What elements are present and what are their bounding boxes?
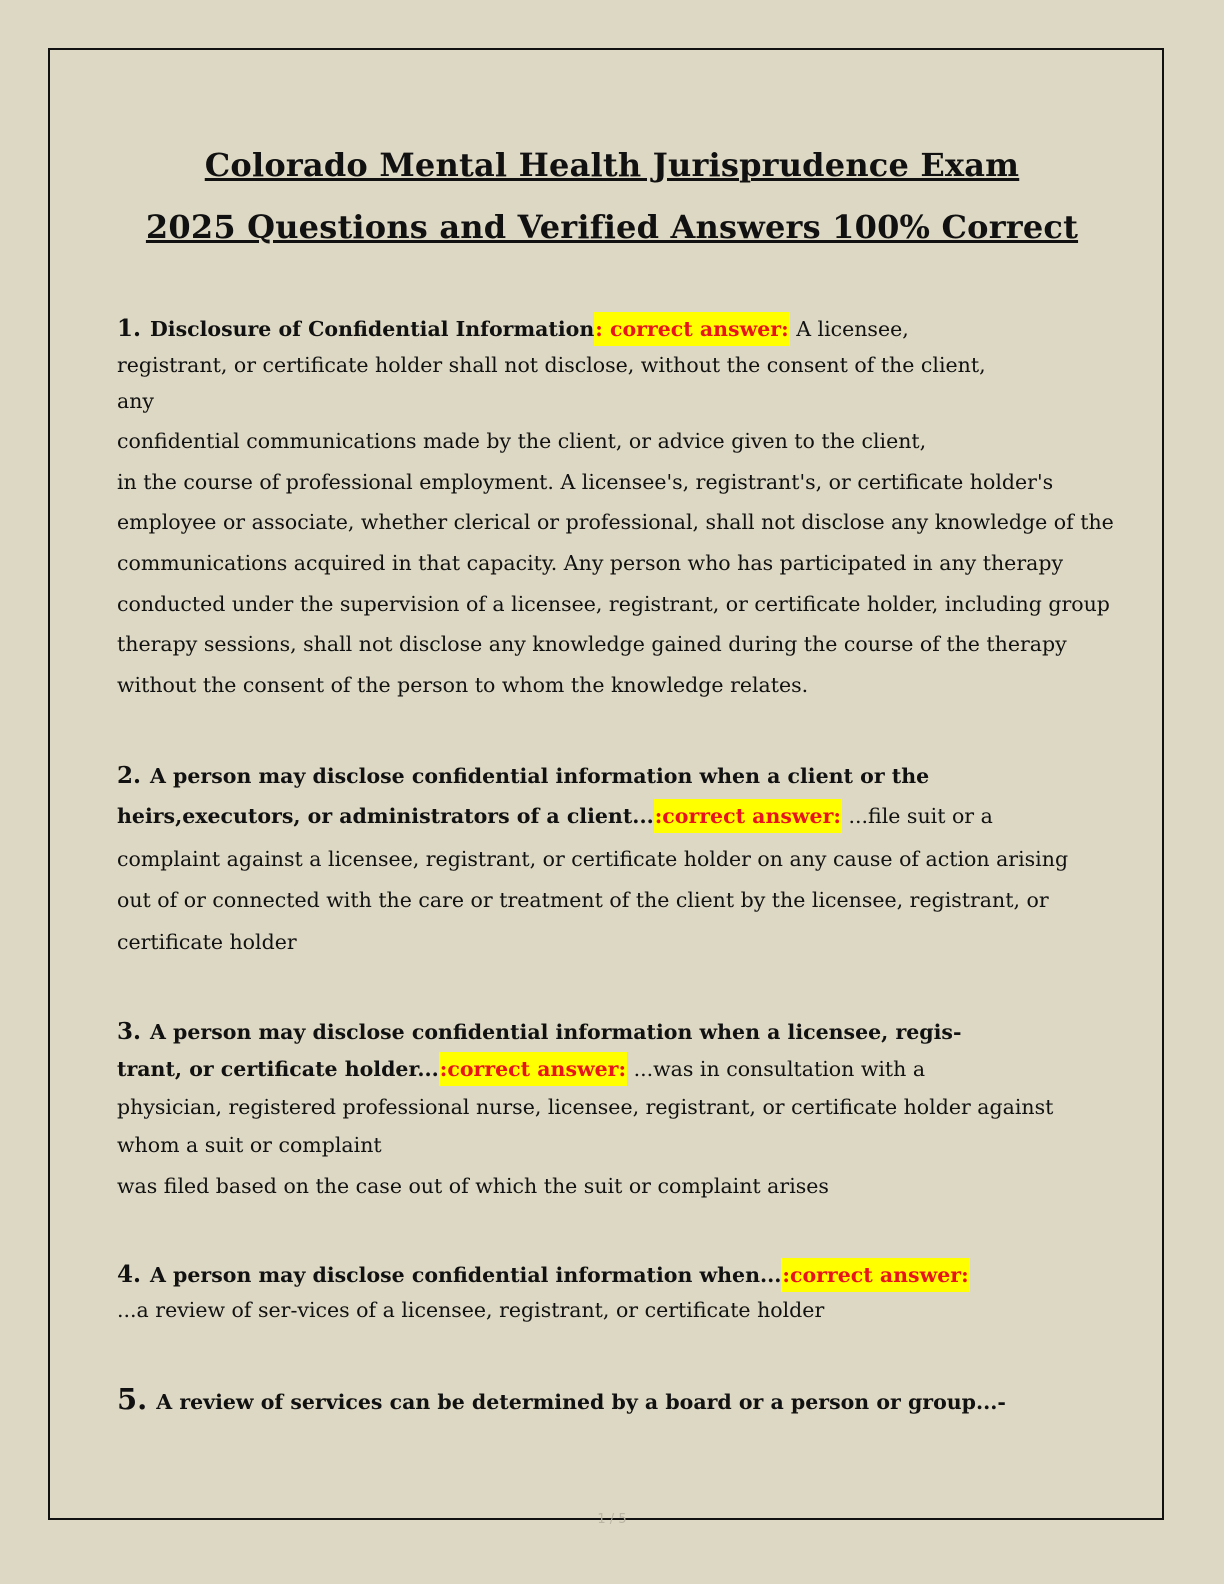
question-text: trant, or certificate holder... [117, 1057, 439, 1081]
answer-text: physician, registered professional nurse, licensee, registrant, or certificate holder against [117, 1095, 1054, 1119]
answer-text: registrant, or certificate holder shall not disclose, without the consent of the client, [117, 353, 986, 377]
answer-text: in the course of professional employment. A licensee's, registrant's, or certificate holder's [117, 470, 1054, 494]
question-number: 4. [117, 1261, 142, 1288]
answer-text: employee or associate, whether clerical or professional, shall not disclose any knowledge of the [117, 510, 1114, 534]
answer-text: without the consent of the person to whom the knowledge relates. [117, 673, 809, 697]
answer-text: ...was in consultation with a [633, 1057, 926, 1081]
answer-text: complaint against a licensee, registrant, or certificate holder on any cause of action arising [117, 847, 1069, 871]
answer-text: any [117, 389, 155, 413]
answer-text: ...file suit or a [848, 804, 993, 828]
question-number: 3. [117, 1018, 142, 1045]
answer-label: :correct answer: [439, 1052, 627, 1086]
question-text: A review of services can be determined by a board or a person or group...- [156, 1390, 1006, 1414]
answer-text: A licensee, [796, 317, 909, 341]
answer-text: communications acquired in that capacity. Any person who has participated in any therapy [117, 551, 1064, 575]
question-text: A person may disclose confidential information when a licensee, regis- [150, 1020, 962, 1044]
question-number: 1. [117, 315, 142, 342]
answer-text: out of or connected with the care or treatment of the client by the licensee, registrant, or [117, 888, 1049, 912]
question-text: Disclosure of Confidential Information [150, 317, 595, 341]
page-number: 1 / 5 [597, 1512, 627, 1527]
answer-text: was filed based on the case out of which the suit or complaint arises [117, 1174, 829, 1198]
answer-text: whom a suit or complaint [117, 1133, 382, 1157]
answer-label: : correct answer: [594, 312, 789, 346]
answer-label: :correct answer: [781, 1258, 969, 1292]
answer-text: certificate holder [117, 930, 297, 954]
question-text: A person may disclose confidential information when... [150, 1263, 782, 1287]
answer-text: confidential communications made by the client, or advice given to the client, [117, 429, 927, 453]
answer-text: therapy sessions, shall not disclose any knowledge gained during the course of the therapy [117, 632, 1067, 656]
page-title-line-1: Colorado Mental Health Jurisprudence Exam [204, 146, 1020, 184]
question-text: heirs,executors, or administrators of a client... [117, 804, 654, 828]
question-number: 5. [117, 1382, 148, 1416]
answer-text: ...a review of ser-vices of a licensee, registrant, or certificate holder [117, 1298, 825, 1322]
question-text: A person may disclose confidential information when a client or the [150, 764, 930, 788]
question-number: 2. [117, 762, 142, 789]
answer-label: :correct answer: [654, 799, 842, 833]
answer-text: conducted under the supervision of a licensee, registrant, or certificate holder, including group [117, 592, 1110, 616]
page-title-line-2: 2025 Questions and Verified Answers 100% Correct [145, 208, 1079, 246]
